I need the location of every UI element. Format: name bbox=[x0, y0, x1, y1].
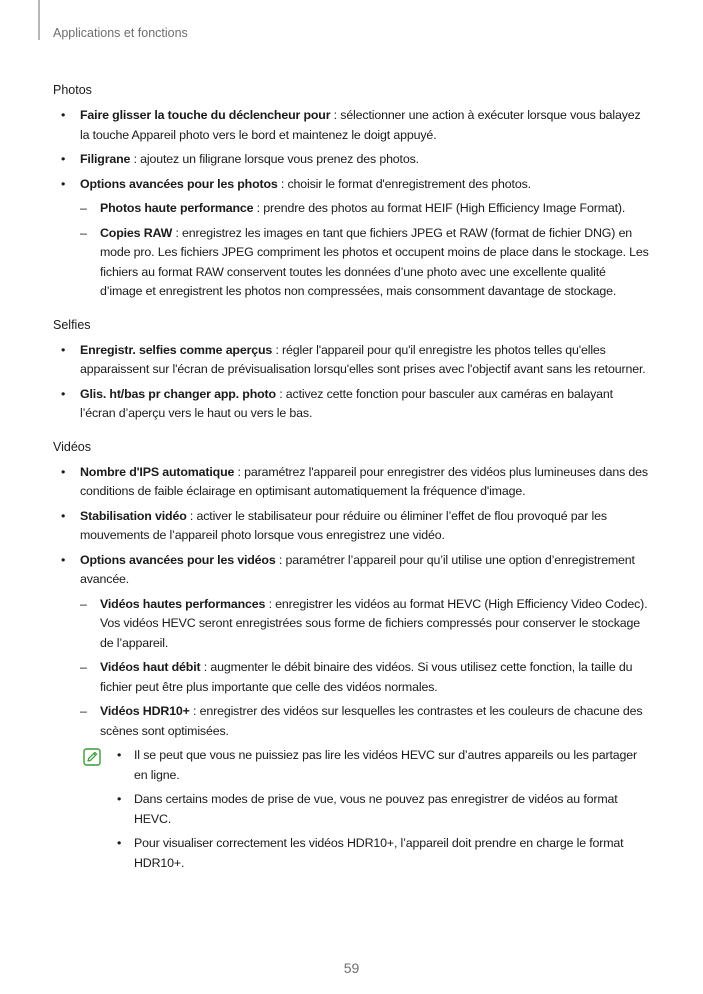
item-text: : enregistrez les images en tant que fichiers JPEG et RAW (format de fichier DNG) en mode pro. Les fichiers JPEG compriment les photos et occupent moins de place dans le stockage. Les fichiers au format RAW conservent toutes les données d’une photo avec une excellente qualité d’image et enregistrent les photos non compressées, mais consomment davantage de stockage. bbox=[100, 225, 649, 298]
header-divider bbox=[38, 0, 40, 40]
sub-list-item: – Photos haute performance : prendre des photos au format HEIF (High Efficiency Image Format). bbox=[80, 201, 626, 215]
list-item: • Stabilisation vidéo : activer le stabilisateur pour réduire ou éliminer l’effet de flou provoqué par les mouvements de l’appareil photo lorsque vous enregistrez une vidéo. bbox=[61, 508, 607, 542]
item-text: : paramétrer l’appareil pour qu’il utilise une option d’enregistrement avancée. bbox=[80, 552, 635, 586]
item-text: : augmenter le débit binaire des vidéos. Si vous utilisez cette fonction, la taille du fichier peut être plus importante que celle des vidéos normales. bbox=[100, 660, 633, 694]
page-number: 59 bbox=[343, 960, 360, 976]
item-term: Glis. ht/bas pr changer app. photo bbox=[80, 386, 276, 401]
list-item: • Filigrane : ajoutez un filigrane lorsque vous prenez des photos. bbox=[61, 152, 419, 166]
item-text: : enregistrer les vidéos au format HEVC (High Efficiency Video Codec). Vos vidéos HEVC seront enregistrées sous forme de fichiers compressés pour conserver le stockage de l’appareil. bbox=[100, 596, 648, 650]
section-title-selfies: Selfies bbox=[53, 317, 91, 332]
list-item: • Glis. ht/bas pr changer app. photo : activez cette fonction pour basculer aux caméras en balayant l’écran d’aperçu vers le haut ou vers le bas. bbox=[61, 386, 613, 420]
item-term: Vidéos HDR10+ bbox=[100, 704, 190, 718]
item-text: : prendre des photos au format HEIF (High Efficiency Image Format). bbox=[253, 201, 626, 215]
sub-list-item: – Copies RAW : enregistrez les images en tant que fichiers JPEG et RAW (format de fichier DNG) en mode pro. Les fichiers JPEG compriment les photos et occupent moins de place dans le stockage. Les fichiers au format RAW conservent toutes les données d’une photo avec une excellente qualité d’image et enregistrent les photos non compressées, mais consomment davantage de stockage. bbox=[80, 225, 649, 298]
item-text: : sélectionner une action à exécuter lorsque vous balayez la touche Appareil photo vers le bord et maintenez le doigt appuyé. bbox=[80, 108, 641, 142]
item-term: Stabilisation vidéo bbox=[80, 508, 187, 523]
note-text: Pour visualiser correctement les vidéos HDR10+, l’appareil doit prendre en charge le format HDR10+. bbox=[134, 836, 624, 870]
item-term: Options avancées pour les vidéos bbox=[80, 552, 276, 567]
item-text: : paramétrez l'appareil pour enregistrer des vidéos plus lumineuses dans des conditions de faible éclairage en optimisant automatiquement la fréquence d'image. bbox=[80, 464, 648, 498]
page-header: Applications et fonctions bbox=[53, 26, 188, 40]
item-term: Faire glisser la touche du déclencheur pour bbox=[80, 108, 331, 122]
item-text: : ajoutez un filigrane lorsque vous prenez des photos. bbox=[130, 152, 419, 166]
item-term: Photos haute performance bbox=[100, 201, 254, 215]
sub-list-item: – Vidéos HDR10+ : enregistrer des vidéos sur lesquelles les contrastes et les couleurs de chacune des scènes sont optimisées. bbox=[80, 704, 643, 738]
list-item: • Enregistr. selfies comme aperçus : régler l'appareil pour qu'il enregistre les photos telles qu'elles apparaissent sur l'écran de prévisualisation lorsqu'elles sont prises avec l'objectif avant sans les retourner. bbox=[61, 342, 646, 376]
item-term: Vidéos haut débit bbox=[100, 660, 201, 674]
note-box bbox=[53, 746, 650, 873]
item-term: Enregistr. selfies comme aperçus bbox=[80, 342, 273, 357]
note-text: Dans certains modes de prise de vue, vous ne pouvez pas enregistrer de vidéos au format HEVC. bbox=[134, 792, 618, 826]
item-term: Vidéos hautes performances bbox=[100, 596, 266, 611]
list-item: • Nombre d'IPS automatique : paramétrez l'appareil pour enregistrer des vidéos plus lumineuses dans des conditions de faible éclairage en optimisant automatiquement la fréquence d'image. bbox=[61, 464, 648, 498]
note-item: • Il se peut que vous ne puissiez pas lire les vidéos HEVC sur d’autres appareils ou les partager en ligne. bbox=[117, 748, 637, 782]
item-term: Copies RAW bbox=[100, 225, 173, 240]
item-text: : régler l'appareil pour qu'il enregistre les photos telles qu'elles apparaissent sur l'écran de prévisualisation lorsqu'elles sont prises avec l'objectif avant sans les retourner. bbox=[80, 342, 646, 376]
item-term: Filigrane bbox=[80, 152, 131, 166]
sub-list-item: – Vidéos haut débit : augmenter le débit binaire des vidéos. Si vous utilisez cette fonction, la taille du fichier peut être plus importante que celle des vidéos normales. bbox=[80, 660, 633, 694]
sub-list-item: – Vidéos hautes performances : enregistrer les vidéos au format HEVC (High Efficiency Video Codec). Vos vidéos HEVC seront enregistrées sous forme de fichiers compressés pour conserver le stockage de l’appareil. bbox=[80, 596, 648, 650]
note-item: • Pour visualiser correctement les vidéos HDR10+, l’appareil doit prendre en charge le format HDR10+. bbox=[117, 836, 624, 870]
section-title-videos: Vidéos bbox=[53, 439, 91, 454]
item-text: : choisir le format d'enregistrement des photos. bbox=[277, 176, 531, 191]
list-item: • Options avancées pour les photos : choisir le format d'enregistrement des photos. bbox=[61, 176, 531, 191]
item-text: : enregistrer des vidéos sur lesquelles les contrastes et les couleurs de chacune des scènes sont optimisées. bbox=[100, 704, 643, 738]
note-item: • Dans certains modes de prise de vue, vous ne pouvez pas enregistrer de vidéos au format HEVC. bbox=[117, 792, 618, 826]
item-text: : activer le stabilisateur pour réduire ou éliminer l’effet de flou provoqué par les mouvements de l’appareil photo lorsque vous enregistrez une vidéo. bbox=[80, 508, 607, 542]
note-text: Il se peut que vous ne puissiez pas lire les vidéos HEVC sur d’autres appareils ou les partager en ligne. bbox=[134, 748, 637, 782]
list-item: • Faire glisser la touche du déclencheur pour : sélectionner une action à exécuter lorsque vous balayez la touche Appareil photo vers le bord et maintenez le doigt appuyé. bbox=[61, 108, 641, 142]
item-term: Options avancées pour les photos bbox=[80, 176, 278, 191]
list-item: • Options avancées pour les vidéos : paramétrer l’appareil pour qu’il utilise une option d’enregistrement avancée. bbox=[61, 552, 635, 586]
item-term: Nombre d'IPS automatique bbox=[80, 464, 235, 479]
main-content bbox=[53, 82, 650, 878]
section-title-photos: Photos bbox=[53, 83, 92, 97]
item-text: : activez cette fonction pour basculer aux caméras en balayant l’écran d’aperçu vers le haut ou vers le bas. bbox=[80, 386, 613, 420]
